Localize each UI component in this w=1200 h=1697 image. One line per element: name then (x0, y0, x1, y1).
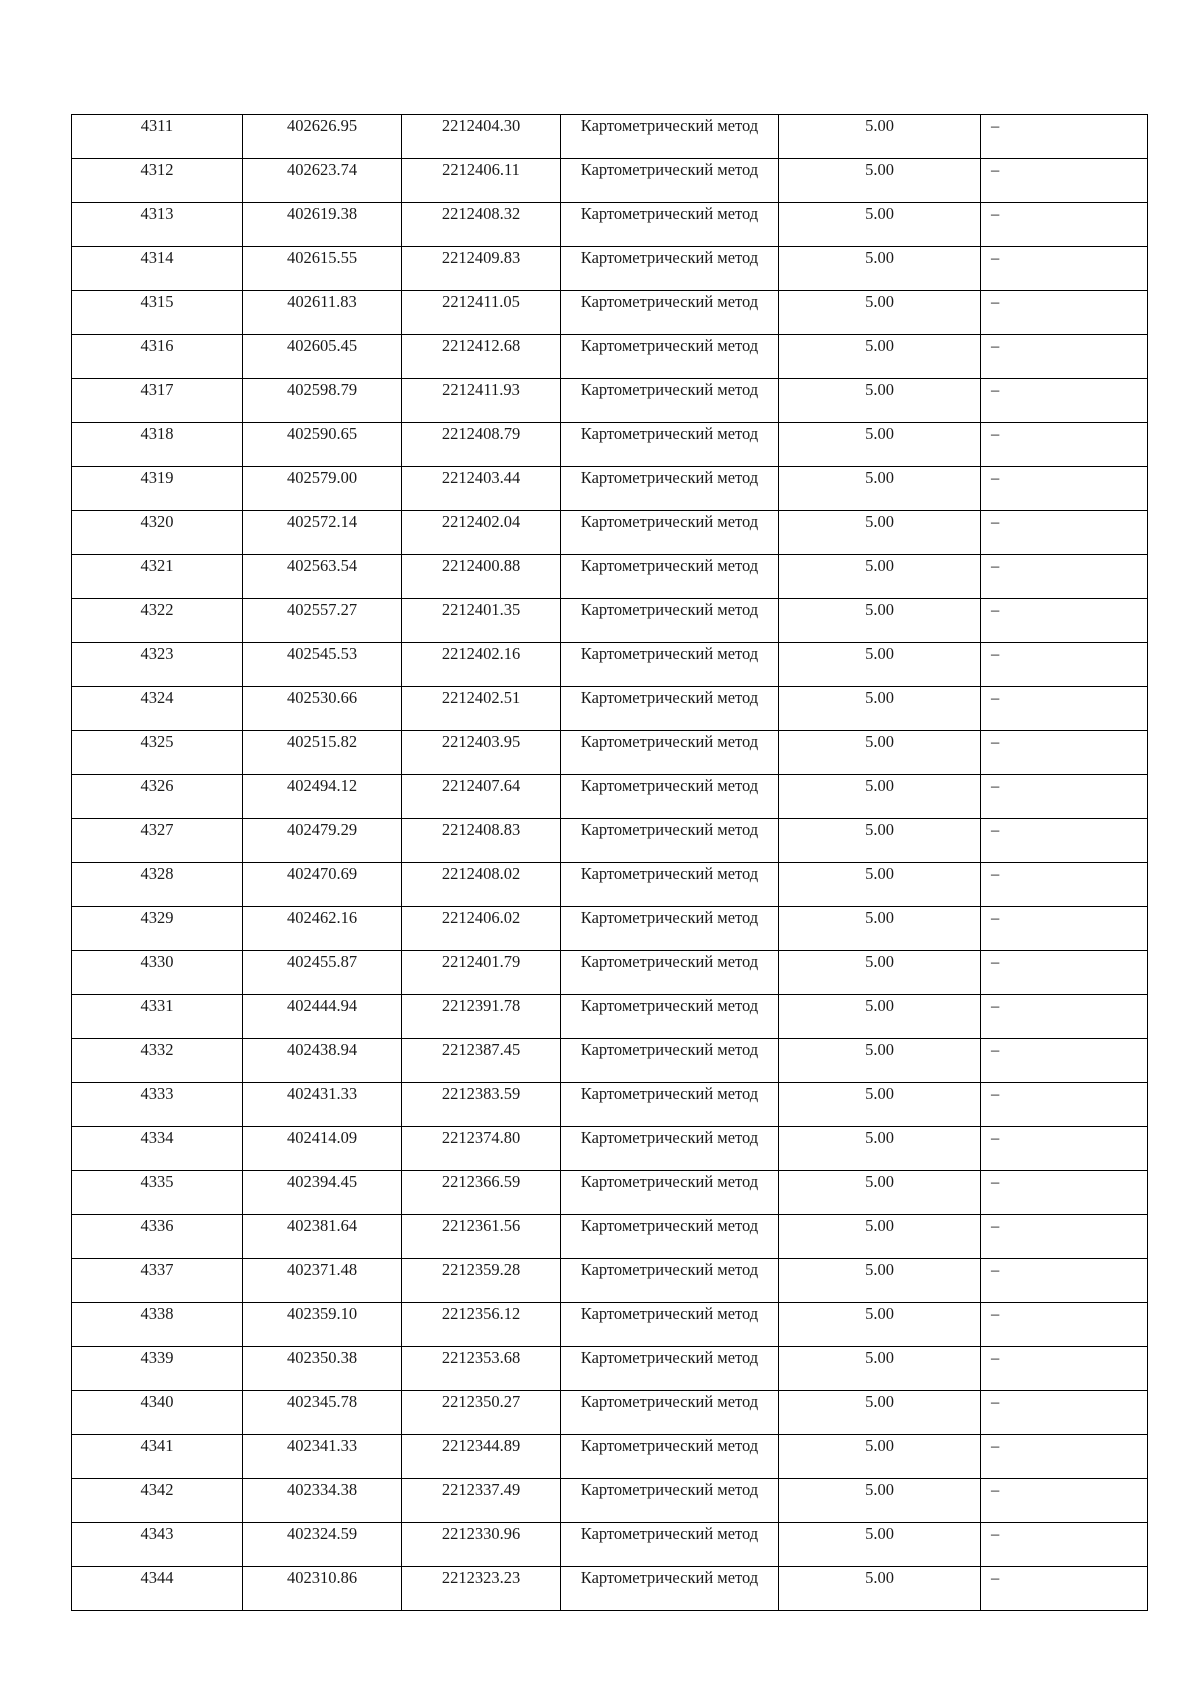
table-row (72, 907, 1148, 951)
y-coordinate-cell: 2212408.32 (402, 203, 561, 247)
y-coordinate-cell: 2212402.16 (402, 643, 561, 687)
point-number-cell: 4336 (72, 1215, 243, 1259)
x-coordinate-cell: 402310.86 (243, 1567, 402, 1611)
table-row (72, 1523, 1148, 1567)
accuracy-cell: 5.00 (779, 995, 981, 1039)
note-cell: – (981, 687, 1148, 731)
method-cell: Картометрический метод (561, 1039, 779, 1083)
x-coordinate-cell: 402530.66 (243, 687, 402, 731)
accuracy-cell: 5.00 (779, 1039, 981, 1083)
y-coordinate-cell: 2212406.11 (402, 159, 561, 203)
point-number-cell: 4329 (72, 907, 243, 951)
accuracy-cell: 5.00 (779, 863, 981, 907)
note-cell: – (981, 819, 1148, 863)
accuracy-cell: 5.00 (779, 819, 981, 863)
method-cell: Картометрический метод (561, 467, 779, 511)
table-row (72, 511, 1148, 555)
accuracy-cell: 5.00 (779, 1391, 981, 1435)
table-row (72, 1127, 1148, 1171)
y-coordinate-cell: 2212412.68 (402, 335, 561, 379)
note-cell: – (981, 1259, 1148, 1303)
note-cell: – (981, 995, 1148, 1039)
table-row (72, 1567, 1148, 1611)
x-coordinate-cell: 402572.14 (243, 511, 402, 555)
note-cell: – (981, 1303, 1148, 1347)
y-coordinate-cell: 2212408.79 (402, 423, 561, 467)
y-coordinate-cell: 2212353.68 (402, 1347, 561, 1391)
accuracy-cell: 5.00 (779, 1523, 981, 1567)
note-cell: – (981, 775, 1148, 819)
accuracy-cell: 5.00 (779, 775, 981, 819)
y-coordinate-cell: 2212411.05 (402, 291, 561, 335)
x-coordinate-cell: 402414.09 (243, 1127, 402, 1171)
y-coordinate-cell: 2212406.02 (402, 907, 561, 951)
accuracy-cell: 5.00 (779, 1127, 981, 1171)
table-row (72, 1479, 1148, 1523)
table-row (72, 467, 1148, 511)
table-row (72, 1039, 1148, 1083)
note-cell: – (981, 159, 1148, 203)
accuracy-cell: 5.00 (779, 511, 981, 555)
point-number-cell: 4342 (72, 1479, 243, 1523)
table-row (72, 731, 1148, 775)
x-coordinate-cell: 402515.82 (243, 731, 402, 775)
point-number-cell: 4316 (72, 335, 243, 379)
table-row (72, 819, 1148, 863)
point-number-cell: 4344 (72, 1567, 243, 1611)
y-coordinate-cell: 2212337.49 (402, 1479, 561, 1523)
method-cell: Картометрический метод (561, 687, 779, 731)
method-cell: Картометрический метод (561, 1171, 779, 1215)
y-coordinate-cell: 2212366.59 (402, 1171, 561, 1215)
note-cell: – (981, 907, 1148, 951)
y-coordinate-cell: 2212350.27 (402, 1391, 561, 1435)
method-cell: Картометрический метод (561, 1083, 779, 1127)
table-row (72, 995, 1148, 1039)
point-number-cell: 4319 (72, 467, 243, 511)
x-coordinate-cell: 402345.78 (243, 1391, 402, 1435)
note-cell: – (981, 379, 1148, 423)
note-cell: – (981, 731, 1148, 775)
note-cell: – (981, 1479, 1148, 1523)
method-cell: Картометрический метод (561, 1523, 779, 1567)
note-cell: – (981, 1215, 1148, 1259)
table-row (72, 1083, 1148, 1127)
x-coordinate-cell: 402381.64 (243, 1215, 402, 1259)
table-row (72, 115, 1148, 159)
accuracy-cell: 5.00 (779, 159, 981, 203)
y-coordinate-cell: 2212400.88 (402, 555, 561, 599)
accuracy-cell: 5.00 (779, 1347, 981, 1391)
x-coordinate-cell: 402455.87 (243, 951, 402, 995)
y-coordinate-cell: 2212383.59 (402, 1083, 561, 1127)
point-number-cell: 4317 (72, 379, 243, 423)
method-cell: Картометрический метод (561, 203, 779, 247)
x-coordinate-cell: 402479.29 (243, 819, 402, 863)
y-coordinate-cell: 2212404.30 (402, 115, 561, 159)
table-row (72, 1215, 1148, 1259)
y-coordinate-cell: 2212323.23 (402, 1567, 561, 1611)
table-row (72, 863, 1148, 907)
note-cell: – (981, 1127, 1148, 1171)
table-row (72, 951, 1148, 995)
note-cell: – (981, 335, 1148, 379)
x-coordinate-cell: 402623.74 (243, 159, 402, 203)
point-number-cell: 4327 (72, 819, 243, 863)
method-cell: Картометрический метод (561, 1259, 779, 1303)
note-cell: – (981, 599, 1148, 643)
point-number-cell: 4321 (72, 555, 243, 599)
point-number-cell: 4340 (72, 1391, 243, 1435)
y-coordinate-cell: 2212403.44 (402, 467, 561, 511)
point-number-cell: 4328 (72, 863, 243, 907)
table-row (72, 1391, 1148, 1435)
method-cell: Картометрический метод (561, 379, 779, 423)
x-coordinate-cell: 402444.94 (243, 995, 402, 1039)
point-number-cell: 4323 (72, 643, 243, 687)
point-number-cell: 4338 (72, 1303, 243, 1347)
x-coordinate-cell: 402494.12 (243, 775, 402, 819)
x-coordinate-cell: 402470.69 (243, 863, 402, 907)
point-number-cell: 4318 (72, 423, 243, 467)
accuracy-cell: 5.00 (779, 1083, 981, 1127)
x-coordinate-cell: 402579.00 (243, 467, 402, 511)
note-cell: – (981, 511, 1148, 555)
table-row (72, 203, 1148, 247)
table-row (72, 423, 1148, 467)
table-row (72, 643, 1148, 687)
method-cell: Картометрический метод (561, 599, 779, 643)
x-coordinate-cell: 402563.54 (243, 555, 402, 599)
method-cell: Картометрический метод (561, 1303, 779, 1347)
note-cell: – (981, 1567, 1148, 1611)
method-cell: Картометрический метод (561, 511, 779, 555)
note-cell: – (981, 951, 1148, 995)
method-cell: Картометрический метод (561, 907, 779, 951)
method-cell: Картометрический метод (561, 731, 779, 775)
note-cell: – (981, 555, 1148, 599)
method-cell: Картометрический метод (561, 1215, 779, 1259)
note-cell: – (981, 115, 1148, 159)
y-coordinate-cell: 2212402.51 (402, 687, 561, 731)
point-number-cell: 4324 (72, 687, 243, 731)
x-coordinate-cell: 402605.45 (243, 335, 402, 379)
note-cell: – (981, 467, 1148, 511)
note-cell: – (981, 1171, 1148, 1215)
accuracy-cell: 5.00 (779, 1259, 981, 1303)
point-number-cell: 4337 (72, 1259, 243, 1303)
method-cell: Картометрический метод (561, 291, 779, 335)
table-row (72, 599, 1148, 643)
x-coordinate-cell: 402598.79 (243, 379, 402, 423)
accuracy-cell: 5.00 (779, 335, 981, 379)
note-cell: – (981, 1523, 1148, 1567)
point-number-cell: 4339 (72, 1347, 243, 1391)
note-cell: – (981, 247, 1148, 291)
y-coordinate-cell: 2212391.78 (402, 995, 561, 1039)
x-coordinate-cell: 402394.45 (243, 1171, 402, 1215)
accuracy-cell: 5.00 (779, 1479, 981, 1523)
y-coordinate-cell: 2212403.95 (402, 731, 561, 775)
y-coordinate-cell: 2212387.45 (402, 1039, 561, 1083)
table-row (72, 1347, 1148, 1391)
accuracy-cell: 5.00 (779, 643, 981, 687)
accuracy-cell: 5.00 (779, 423, 981, 467)
method-cell: Картометрический метод (561, 1127, 779, 1171)
point-number-cell: 4333 (72, 1083, 243, 1127)
table-row (72, 291, 1148, 335)
accuracy-cell: 5.00 (779, 687, 981, 731)
x-coordinate-cell: 402371.48 (243, 1259, 402, 1303)
accuracy-cell: 5.00 (779, 291, 981, 335)
note-cell: – (981, 1347, 1148, 1391)
point-number-cell: 4313 (72, 203, 243, 247)
x-coordinate-cell: 402462.16 (243, 907, 402, 951)
x-coordinate-cell: 402545.53 (243, 643, 402, 687)
point-number-cell: 4311 (72, 115, 243, 159)
point-number-cell: 4335 (72, 1171, 243, 1215)
method-cell: Картометрический метод (561, 247, 779, 291)
point-number-cell: 4341 (72, 1435, 243, 1479)
y-coordinate-cell: 2212407.64 (402, 775, 561, 819)
table-row (72, 379, 1148, 423)
method-cell: Картометрический метод (561, 159, 779, 203)
note-cell: – (981, 291, 1148, 335)
x-coordinate-cell: 402324.59 (243, 1523, 402, 1567)
accuracy-cell: 5.00 (779, 1215, 981, 1259)
point-number-cell: 4334 (72, 1127, 243, 1171)
y-coordinate-cell: 2212401.35 (402, 599, 561, 643)
table-row (72, 1171, 1148, 1215)
note-cell: – (981, 643, 1148, 687)
method-cell: Картометрический метод (561, 775, 779, 819)
method-cell: Картометрический метод (561, 555, 779, 599)
point-number-cell: 4343 (72, 1523, 243, 1567)
point-number-cell: 4331 (72, 995, 243, 1039)
x-coordinate-cell: 402615.55 (243, 247, 402, 291)
accuracy-cell: 5.00 (779, 247, 981, 291)
point-number-cell: 4312 (72, 159, 243, 203)
note-cell: – (981, 1435, 1148, 1479)
x-coordinate-cell: 402350.38 (243, 1347, 402, 1391)
table-row (72, 1259, 1148, 1303)
point-number-cell: 4332 (72, 1039, 243, 1083)
accuracy-cell: 5.00 (779, 731, 981, 775)
note-cell: – (981, 423, 1148, 467)
table-row (72, 775, 1148, 819)
y-coordinate-cell: 2212408.83 (402, 819, 561, 863)
method-cell: Картометрический метод (561, 863, 779, 907)
y-coordinate-cell: 2212344.89 (402, 1435, 561, 1479)
point-number-cell: 4322 (72, 599, 243, 643)
accuracy-cell: 5.00 (779, 1567, 981, 1611)
y-coordinate-cell: 2212411.93 (402, 379, 561, 423)
x-coordinate-cell: 402557.27 (243, 599, 402, 643)
y-coordinate-cell: 2212359.28 (402, 1259, 561, 1303)
method-cell: Картометрический метод (561, 1435, 779, 1479)
point-number-cell: 4314 (72, 247, 243, 291)
x-coordinate-cell: 402590.65 (243, 423, 402, 467)
table-row (72, 1435, 1148, 1479)
method-cell: Картометрический метод (561, 1391, 779, 1435)
accuracy-cell: 5.00 (779, 203, 981, 247)
table-row (72, 1303, 1148, 1347)
accuracy-cell: 5.00 (779, 379, 981, 423)
table-row (72, 159, 1148, 203)
x-coordinate-cell: 402626.95 (243, 115, 402, 159)
point-number-cell: 4320 (72, 511, 243, 555)
y-coordinate-cell: 2212408.02 (402, 863, 561, 907)
coordinates-table (71, 114, 1148, 1611)
method-cell: Картометрический метод (561, 115, 779, 159)
x-coordinate-cell: 402341.33 (243, 1435, 402, 1479)
y-coordinate-cell: 2212374.80 (402, 1127, 561, 1171)
accuracy-cell: 5.00 (779, 1303, 981, 1347)
table-row (72, 335, 1148, 379)
point-number-cell: 4326 (72, 775, 243, 819)
accuracy-cell: 5.00 (779, 1435, 981, 1479)
method-cell: Картометрический метод (561, 995, 779, 1039)
point-number-cell: 4330 (72, 951, 243, 995)
y-coordinate-cell: 2212402.04 (402, 511, 561, 555)
accuracy-cell: 5.00 (779, 951, 981, 995)
method-cell: Картометрический метод (561, 423, 779, 467)
accuracy-cell: 5.00 (779, 555, 981, 599)
note-cell: – (981, 1391, 1148, 1435)
y-coordinate-cell: 2212401.79 (402, 951, 561, 995)
note-cell: – (981, 203, 1148, 247)
point-number-cell: 4315 (72, 291, 243, 335)
method-cell: Картометрический метод (561, 1347, 779, 1391)
y-coordinate-cell: 2212356.12 (402, 1303, 561, 1347)
accuracy-cell: 5.00 (779, 1171, 981, 1215)
method-cell: Картометрический метод (561, 335, 779, 379)
accuracy-cell: 5.00 (779, 467, 981, 511)
method-cell: Картометрический метод (561, 1567, 779, 1611)
x-coordinate-cell: 402359.10 (243, 1303, 402, 1347)
table-row (72, 687, 1148, 731)
y-coordinate-cell: 2212409.83 (402, 247, 561, 291)
accuracy-cell: 5.00 (779, 599, 981, 643)
x-coordinate-cell: 402438.94 (243, 1039, 402, 1083)
table-row (72, 555, 1148, 599)
y-coordinate-cell: 2212361.56 (402, 1215, 561, 1259)
x-coordinate-cell: 402431.33 (243, 1083, 402, 1127)
method-cell: Картометрический метод (561, 643, 779, 687)
table-row (72, 247, 1148, 291)
point-number-cell: 4325 (72, 731, 243, 775)
accuracy-cell: 5.00 (779, 907, 981, 951)
note-cell: – (981, 863, 1148, 907)
note-cell: – (981, 1039, 1148, 1083)
x-coordinate-cell: 402619.38 (243, 203, 402, 247)
x-coordinate-cell: 402334.38 (243, 1479, 402, 1523)
table-body (72, 115, 1148, 1611)
method-cell: Картометрический метод (561, 1479, 779, 1523)
method-cell: Картометрический метод (561, 819, 779, 863)
x-coordinate-cell: 402611.83 (243, 291, 402, 335)
y-coordinate-cell: 2212330.96 (402, 1523, 561, 1567)
accuracy-cell: 5.00 (779, 115, 981, 159)
note-cell: – (981, 1083, 1148, 1127)
method-cell: Картометрический метод (561, 951, 779, 995)
